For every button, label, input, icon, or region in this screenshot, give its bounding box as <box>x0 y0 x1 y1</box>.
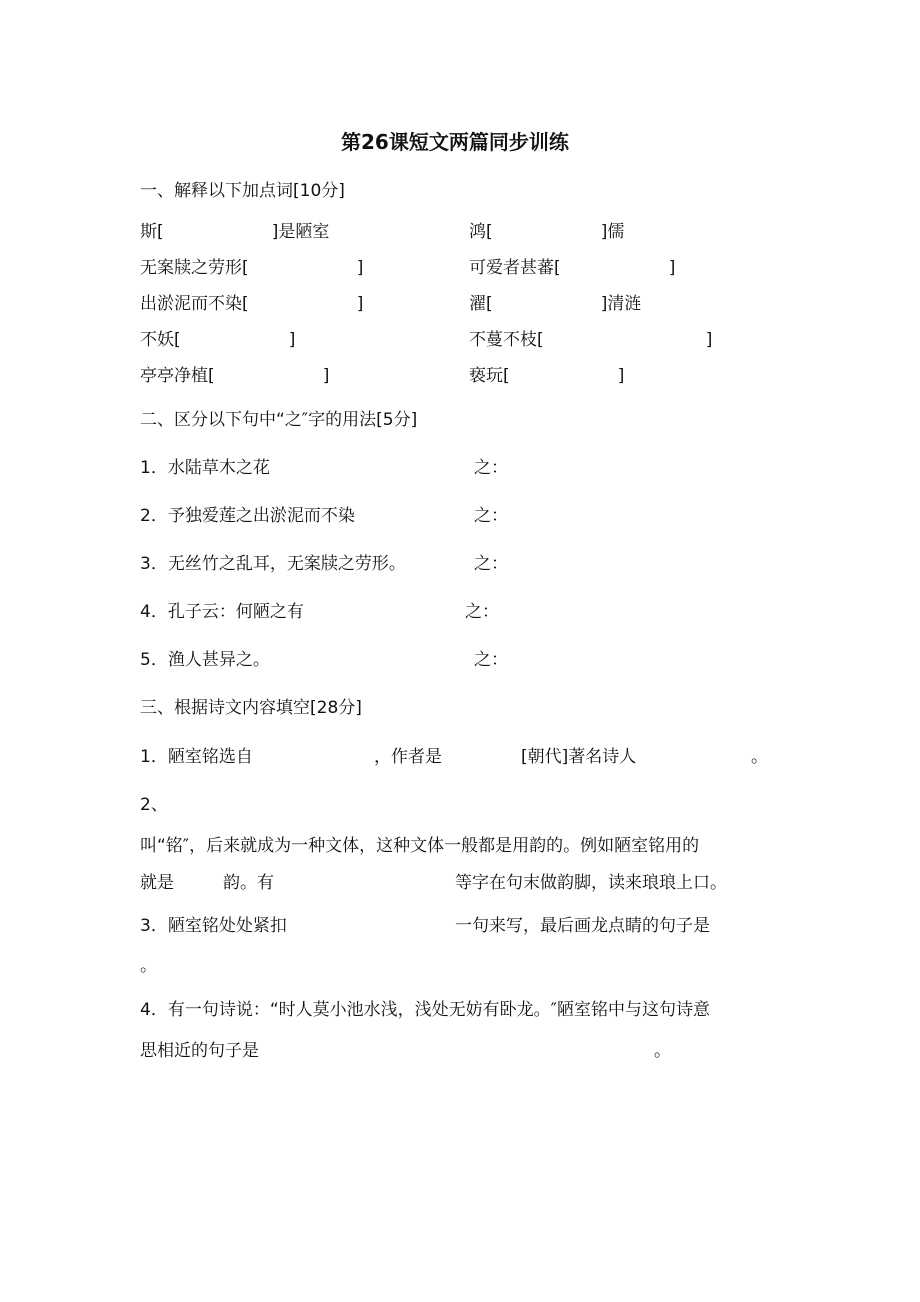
section1-row-1-right: 鸿[ ]儒 <box>469 222 625 242</box>
section1-row-2-left: 无案牍之劳形[ ] <box>140 258 364 278</box>
section2-heading: 二、区分以下句中“之″字的用法[5分] <box>140 410 418 430</box>
section3-q1-d: 。 <box>751 747 768 767</box>
section3-q2-line2a: 就是 <box>140 873 174 893</box>
section3-q2-num: 2、 <box>140 795 168 815</box>
section2-item-5: 5．渔人甚异之。 <box>140 650 270 670</box>
section1-row-3-left: 出淤泥而不染[ ] <box>140 294 364 314</box>
section3-q1-c: [朝代]著名诗人 <box>521 747 637 767</box>
section2-item-1-answer: 之： <box>474 458 508 478</box>
section2-item-3: 3．无丝竹之乱耳，无案牍之劳形。 <box>140 554 406 574</box>
section3-q4-line2a: 思相近的句子是 <box>140 1041 259 1061</box>
section2-item-5-answer: 之： <box>474 650 508 670</box>
section1-row-2-right: 可爱者甚蕃[ ] <box>469 258 676 278</box>
section2-item-2: 2．予独爱莲之出淤泥而不染 <box>140 506 355 526</box>
section1-row-4-right: 不蔓不枝[ ] <box>469 330 713 350</box>
section3-q2-line2c: 等字在句末做韵脚，读来琅琅上口。 <box>455 873 727 893</box>
section1-heading: 一、解释以下加点词[10分] <box>140 181 345 201</box>
section3-q2-line2b: 韵。有 <box>223 873 274 893</box>
section1-row-1-left: 斯[ ]是陋室 <box>140 222 330 242</box>
section3-q2-line1: 叫“铭″，后来就成为一种文体，这种文体一般都是用韵的。例如陋室铭用的 <box>140 836 700 856</box>
section3-q3-c: 。 <box>140 956 157 976</box>
page-title: 第26课短文两篇同步训练 <box>341 130 569 154</box>
section2-item-2-answer: 之： <box>474 506 508 526</box>
section3-q1-b: ，作者是 <box>374 747 442 767</box>
section2-item-3-answer: 之： <box>474 554 508 574</box>
section3-q1-a: 1．陋室铭选自 <box>140 747 253 767</box>
section1-row-4-left: 不妖[ ] <box>140 330 296 350</box>
section3-q3-b: 一句来写，最后画龙点睛的句子是 <box>455 916 710 936</box>
section2-item-4: 4．孔子云：何陋之有 <box>140 602 304 622</box>
section3-q4-line2b: 。 <box>654 1041 671 1061</box>
section1-row-5-left: 亭亭净植[ ] <box>140 366 330 386</box>
section3-q4-line1: 4．有一句诗说：“时人莫小池水浅，浅处无妨有卧龙。″陋室铭中与这句诗意 <box>140 1000 710 1020</box>
section3-heading: 三、根据诗文内容填空[28分] <box>140 698 362 718</box>
section2-item-1: 1．水陆草木之花 <box>140 458 270 478</box>
section1-row-5-right: 亵玩[ ] <box>469 366 625 386</box>
section1-row-3-right: 濯[ ]清涟 <box>469 294 642 314</box>
section3-q3-a: 3．陋室铭处处紧扣 <box>140 916 287 936</box>
section2-item-4-answer: 之： <box>465 602 499 622</box>
